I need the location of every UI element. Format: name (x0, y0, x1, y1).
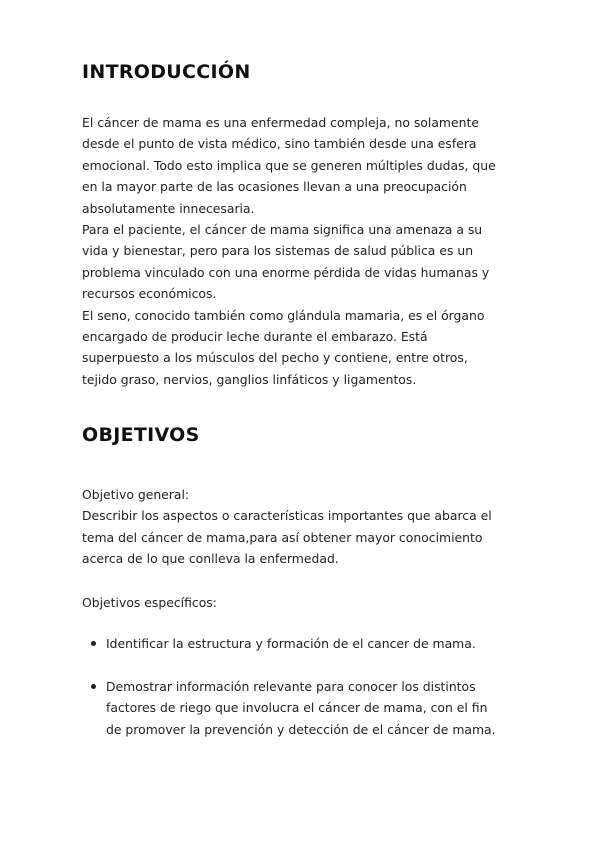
text-line: problema vinculado con una enorme pérdida de vidas humanas y (82, 264, 490, 280)
text-line: Objetivos específicos: (82, 595, 217, 610)
bullet-dot-icon (91, 641, 96, 646)
objetivo-general-paragraph (82, 484, 524, 570)
text-line: El cáncer de mama es una enfermedad compleja, no solamente (82, 115, 479, 130)
text-line: El seno, conocido también como glándula mamaria, es el órgano (82, 307, 485, 323)
bullet-dot-icon (91, 684, 96, 689)
text-line: Describir los aspectos o características importantes que abarca el (82, 508, 492, 524)
text-line: encargado de producir leche durante el embarazo. Está (82, 329, 428, 345)
text-line: Demostrar información relevante para conocer los distintos (106, 679, 476, 694)
objetivo-general-label: Objetivo general: (82, 487, 190, 502)
text-line: absolutamente innecesaria. (82, 200, 255, 216)
section-title-objetivos: OBJETIVOS (82, 424, 200, 446)
text-line: Para el paciente, el cáncer de mama significa una amenaza a su (82, 222, 483, 238)
bullet-text (106, 676, 524, 740)
text-line: tejido graso, nervios, ganglios linfáticos y ligamentos. (82, 371, 417, 387)
introduccion-paragraph (82, 112, 524, 390)
objetivos-especificos-label (82, 592, 524, 613)
text-line: vida y bienestar, pero para los sistemas de salud pública es un (82, 243, 474, 259)
text-line: recursos económicos. (82, 286, 217, 302)
text-line: factores de riego que involucra el cáncer de mama, con el fin (106, 700, 488, 716)
text-line: Identificar la estructura y formación de el cancer de mama. (106, 636, 476, 651)
list-item (82, 676, 524, 740)
text-line: emocional. Todo esto implica que se generen múltiples dudas, que (82, 157, 496, 173)
text-line: tema del cáncer de mama,para así obtener mayor conocimiento (82, 529, 483, 545)
text-line: acerca de lo que conlleva la enfermedad. (82, 551, 339, 567)
text-line: de promover la prevención y detección de el cáncer de mama. (106, 721, 496, 737)
section-title-introduccion: INTRODUCCIÓN (82, 61, 251, 83)
bullet-list-item (82, 633, 524, 654)
text-line: en la mayor parte de las ocasiones llevan a una preocupación (82, 179, 467, 195)
text-line: superpuesto a los músculos del pecho y contiene, entre otros, (82, 350, 468, 366)
text-line: desde el punto de vista médico, sino también desde una esfera (82, 136, 477, 152)
bullet-text (106, 633, 524, 654)
bullet-list-item (82, 676, 524, 740)
list-item (82, 633, 524, 654)
